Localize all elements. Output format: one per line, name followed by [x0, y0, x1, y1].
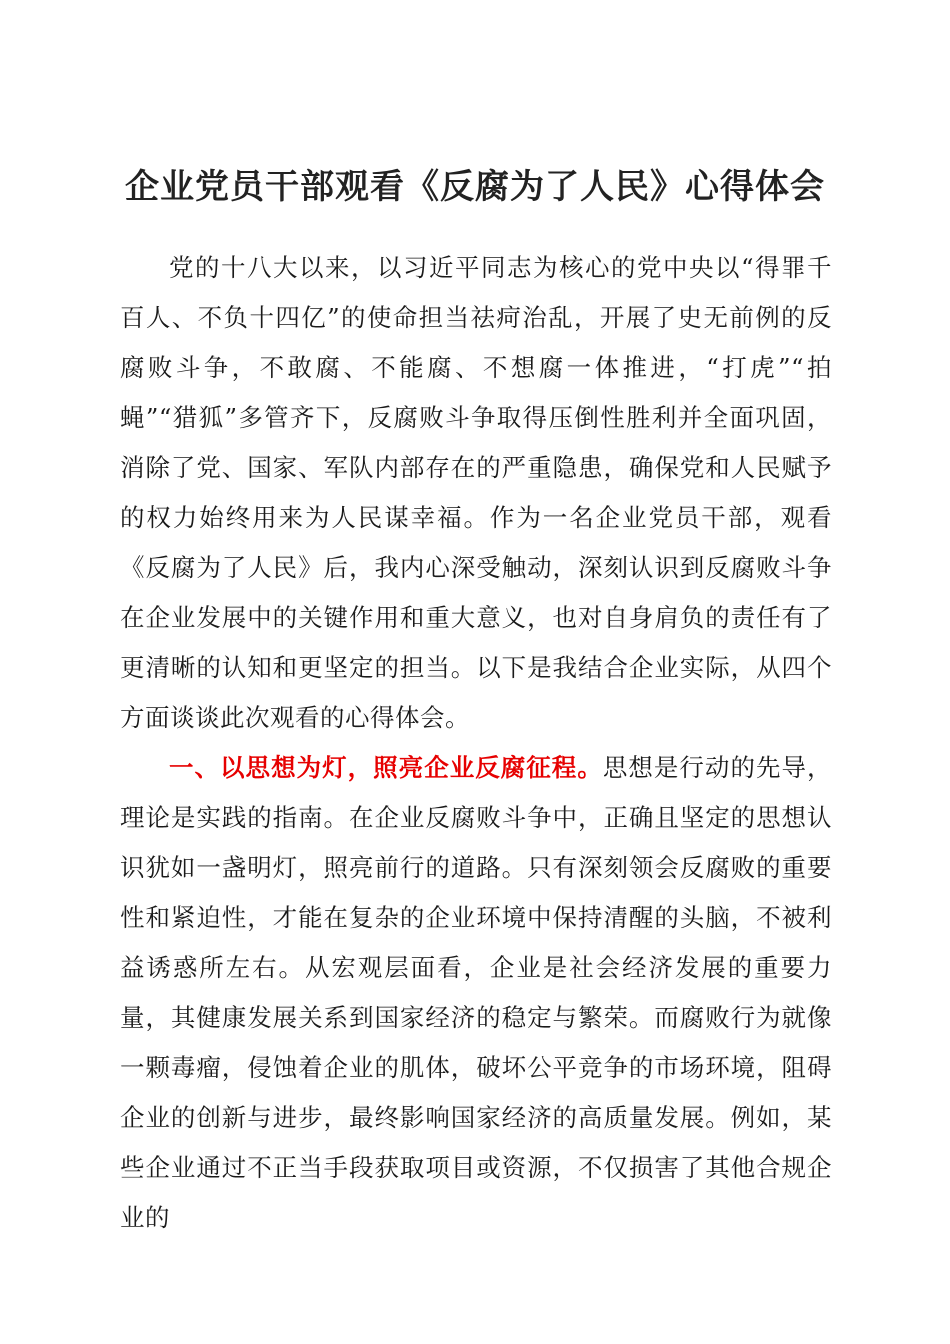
- intro-paragraph: 党的十八大以来，以习近平同志为核心的党中央以“得罪千百人、不负十四亿”的使命担当祛疴治乱，开展了史无前例的反腐败斗争，不敢腐、不能腐、不想腐一体推进，“打虎”“拍蝇”“猎狐”多管齐下，反腐败斗争取得压倒性胜利并全面巩固，消除了党、国家、军队内部存在的严重隐患，确保党和人民赋予的权力始终用来为人民谋幸福。作为一名企业党员干部，观看《反腐为了人民》后，我内心深受触动，深刻认识到反腐败斗争在企业发展中的关键作用和重大意义，也对自身肩负的责任有了更清晰的认知和更坚定的担当。以下是我结合企业实际，从四个方面谈谈此次观看的心得体会。: [120, 253, 832, 732]
- document-title: 企业党员干部观看《反腐为了人民》心得体会: [125, 167, 825, 207]
- section-1-paragraph: [120, 743, 832, 1243]
- section-1-text: 思想是行动的先导，理论是实践的指南。在企业反腐败斗争中，正确且坚定的思想认识犹如一盏明灯，照亮前行的道路。只有深刻领会反腐败的重要性和紧迫性，才能在复杂的企业环境中保持清醒的头脑，不被利益诱惑所左右。从宏观层面看，企业是社会经济发展的重要力量，其健康发展关系到国家经济的稳定与繁荣。而腐败行为就像一颗毒瘤，侵蚀着企业的肌体，破坏公平竞争的市场环境，阻碍企业的创新与进步，最终影响国家经济的高质量发展。例如，某些企业通过不正当手段获取项目或资源，不仅损害了其他合规企业的: [120, 753, 833, 1232]
- document-body: [120, 243, 832, 1243]
- section-1-heading: 一、以思想为灯，照亮企业反腐征程。: [169, 753, 603, 782]
